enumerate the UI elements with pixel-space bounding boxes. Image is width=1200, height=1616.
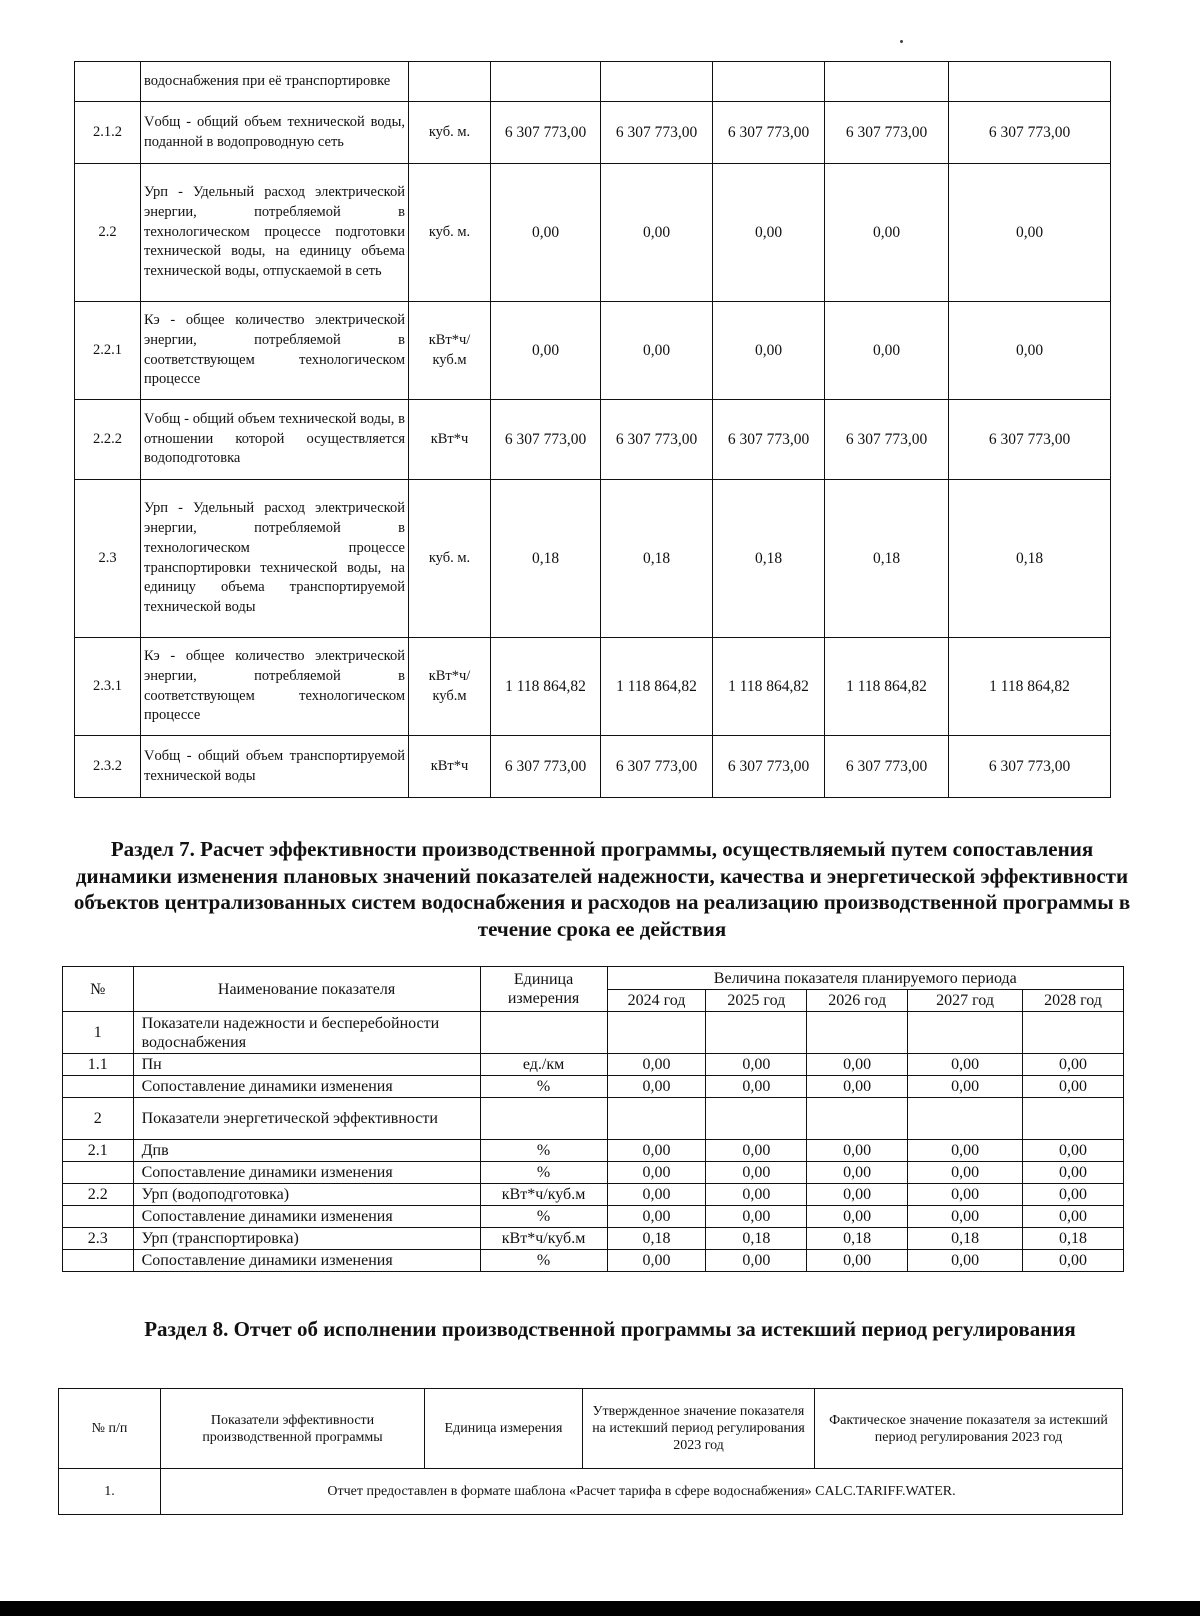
- column-group-header: Величина показателя планируемого периода: [607, 967, 1123, 990]
- row-value: 6 307 773,00: [713, 736, 825, 798]
- efficiency-table: [62, 966, 1124, 1272]
- row-value: [607, 1098, 706, 1140]
- row-name: Показатели энергетической эффективности: [133, 1098, 480, 1140]
- row-value: 0,00: [706, 1206, 807, 1228]
- row-number: 1: [63, 1012, 134, 1054]
- table-row: [75, 302, 1111, 400]
- row-value: 0,18: [706, 1228, 807, 1250]
- table-row: [75, 164, 1111, 302]
- year-header: 2026 год: [807, 990, 908, 1012]
- row-value: 0,00: [601, 302, 713, 400]
- column-header-unit: Единица измерения: [425, 1389, 583, 1469]
- row-name: Кэ - общее количество электрической энергии, потребляемой в соответствующем технологическом процессе: [141, 638, 409, 736]
- table-row: [59, 1469, 1123, 1515]
- row-value: [1023, 1012, 1124, 1054]
- row-value: 6 307 773,00: [491, 736, 601, 798]
- row-value: 6 307 773,00: [949, 400, 1111, 480]
- row-value: 0,00: [706, 1184, 807, 1206]
- section-7-heading: Раздел 7. Расчет эффективности производственной программы, осуществляемый путем сопоставления динамики изменения плановых значений показателей надежности, качества и энергетической эффективности объектов централизованных систем водоснабжения и расходов на реализацию производственной программы в течение срока ее действия: [73, 837, 1131, 941]
- row-value: 0,18: [601, 480, 713, 638]
- row-value: 0,18: [807, 1228, 908, 1250]
- row-value: 1 118 864,82: [949, 638, 1111, 736]
- row-value: 0,00: [949, 164, 1111, 302]
- row-value: 0,00: [807, 1162, 908, 1184]
- scan-edge-bar: [0, 1601, 1200, 1616]
- row-unit: куб. м.: [409, 102, 491, 164]
- row-value: 0,00: [1023, 1206, 1124, 1228]
- row-value: 0,18: [825, 480, 949, 638]
- row-number: [63, 1076, 134, 1098]
- row-name: Vобщ - общий объем транспортируемой технической воды: [141, 736, 409, 798]
- row-value: [1023, 1098, 1124, 1140]
- row-value: 6 307 773,00: [825, 400, 949, 480]
- row-value: 0,00: [807, 1140, 908, 1162]
- row-name: Сопоставление динамики изменения: [133, 1076, 480, 1098]
- row-value: 0,00: [607, 1206, 706, 1228]
- year-header: 2027 год: [908, 990, 1023, 1012]
- row-value: 1 118 864,82: [601, 638, 713, 736]
- row-unit: [409, 62, 491, 102]
- column-header-number: № п/п: [59, 1389, 161, 1469]
- row-number: 2.2.1: [75, 302, 141, 400]
- row-value: 0,00: [1023, 1184, 1124, 1206]
- row-name: Vобщ - общий объем технической воды, поданной в водопроводную сеть: [141, 102, 409, 164]
- row-name: Урп - Удельный расход электрической энергии, потребляемой в технологическом процессе транспортировки технической воды, на единицу объема транспортируемой технической воды: [141, 480, 409, 638]
- table-row: [63, 1250, 1124, 1272]
- row-number: 2.2.2: [75, 400, 141, 480]
- row-value: 0,00: [607, 1054, 706, 1076]
- row-value: 0,00: [607, 1250, 706, 1272]
- row-name: Пн: [133, 1054, 480, 1076]
- row-value: 0,00: [908, 1206, 1023, 1228]
- row-unit: %: [480, 1162, 607, 1184]
- row-number: 2.2: [75, 164, 141, 302]
- table-row: [75, 62, 1111, 102]
- year-header: 2028 год: [1023, 990, 1124, 1012]
- row-value: 0,00: [807, 1184, 908, 1206]
- row-value: 6 307 773,00: [491, 400, 601, 480]
- row-value: 0,00: [1023, 1076, 1124, 1098]
- row-value: 0,00: [908, 1076, 1023, 1098]
- row-value: [949, 62, 1111, 102]
- row-value: 0,00: [908, 1140, 1023, 1162]
- table-row: [63, 1098, 1124, 1140]
- row-unit: кВт*ч/ куб.м: [409, 302, 491, 400]
- row-number: 2: [63, 1098, 134, 1140]
- row-value: 0,00: [607, 1140, 706, 1162]
- row-value: 0,00: [607, 1162, 706, 1184]
- row-name: водоснабжения при её транспортировке: [141, 62, 409, 102]
- row-value: 0,18: [949, 480, 1111, 638]
- row-value: 0,00: [1023, 1250, 1124, 1272]
- row-number: 1.: [59, 1469, 161, 1515]
- row-name: Кэ - общее количество электрической энергии, потребляемой в соответствующем технологическом процессе: [141, 302, 409, 400]
- row-name: Урп (водоподготовка): [133, 1184, 480, 1206]
- row-value: 6 307 773,00: [601, 736, 713, 798]
- row-value: 0,18: [713, 480, 825, 638]
- row-number: 2.3: [63, 1228, 134, 1250]
- row-unit: куб. м.: [409, 480, 491, 638]
- row-value: 0,00: [601, 164, 713, 302]
- row-value: 0,00: [713, 302, 825, 400]
- report-note: Отчет предоставлен в формате шаблона «Расчет тарифа в сфере водоснабжения» CALC.TARIFF.WATER.: [161, 1469, 1123, 1515]
- row-value: 0,00: [607, 1076, 706, 1098]
- column-header-approved: Утвержденное значение показателя на истекший период регулирования 2023 год: [583, 1389, 815, 1469]
- row-value: 0,00: [908, 1162, 1023, 1184]
- row-unit: %: [480, 1206, 607, 1228]
- row-number: 2.1: [63, 1140, 134, 1162]
- row-name: Урп - Удельный расход электрической энергии, потребляемой в технологическом процессе подготовки технической воды, на единицу объема технической воды, отпускаемой в сеть: [141, 164, 409, 302]
- row-value: 0,00: [491, 164, 601, 302]
- table-row: [63, 1228, 1124, 1250]
- row-value: 1 118 864,82: [713, 638, 825, 736]
- row-value: 6 307 773,00: [949, 102, 1111, 164]
- row-value: 0,00: [706, 1140, 807, 1162]
- row-value: 0,00: [706, 1054, 807, 1076]
- year-header: 2024 год: [607, 990, 706, 1012]
- section-8-heading: Раздел 8. Отчет об исполнении производственной программы за истекший период регулирования: [144, 1317, 1076, 1341]
- row-unit: %: [480, 1076, 607, 1098]
- row-name: Сопоставление динамики изменения: [133, 1162, 480, 1184]
- row-value: 0,00: [1023, 1054, 1124, 1076]
- row-value: 6 307 773,00: [491, 102, 601, 164]
- row-value: 0,00: [825, 164, 949, 302]
- row-value: 0,18: [908, 1228, 1023, 1250]
- row-number: [63, 1206, 134, 1228]
- row-value: 0,00: [908, 1054, 1023, 1076]
- row-value: [706, 1012, 807, 1054]
- row-name: Показатели надежности и бесперебойности водоснабжения: [133, 1012, 480, 1054]
- row-value: 0,00: [949, 302, 1111, 400]
- row-value: 0,00: [706, 1250, 807, 1272]
- row-value: 6 307 773,00: [713, 400, 825, 480]
- column-header-number: №: [63, 967, 134, 1012]
- row-value: [706, 1098, 807, 1140]
- row-value: 0,00: [807, 1054, 908, 1076]
- row-value: [908, 1012, 1023, 1054]
- row-value: 0,00: [713, 164, 825, 302]
- row-value: 0,00: [491, 302, 601, 400]
- row-name: Сопоставление динамики изменения: [133, 1250, 480, 1272]
- table-row: [63, 1162, 1124, 1184]
- row-unit: кВт*ч/куб.м: [480, 1228, 607, 1250]
- row-value: [807, 1098, 908, 1140]
- row-unit: %: [480, 1140, 607, 1162]
- row-unit: [480, 1098, 607, 1140]
- row-value: [607, 1012, 706, 1054]
- year-header: 2025 год: [706, 990, 807, 1012]
- column-header-indicators: Показатели эффективности производственной программы: [161, 1389, 425, 1469]
- table-row: [75, 400, 1111, 480]
- row-number: 2.1.2: [75, 102, 141, 164]
- row-unit: кВт*ч: [409, 736, 491, 798]
- row-value: 0,00: [807, 1076, 908, 1098]
- row-number: 2.2: [63, 1184, 134, 1206]
- row-value: [491, 62, 601, 102]
- row-number: 1.1: [63, 1054, 134, 1076]
- table-row: [75, 736, 1111, 798]
- row-value: [825, 62, 949, 102]
- table-row: [63, 1184, 1124, 1206]
- scan-artifact: [900, 40, 903, 43]
- row-value: 0,00: [908, 1184, 1023, 1206]
- row-number: [75, 62, 141, 102]
- row-value: 1 118 864,82: [825, 638, 949, 736]
- row-value: 0,00: [1023, 1162, 1124, 1184]
- column-header-unit: Единица измерения: [480, 967, 607, 1012]
- row-value: 6 307 773,00: [949, 736, 1111, 798]
- table-row: [63, 1054, 1124, 1076]
- row-number: 2.3: [75, 480, 141, 638]
- row-value: 0,18: [491, 480, 601, 638]
- row-unit: [480, 1012, 607, 1054]
- row-value: 0,00: [706, 1076, 807, 1098]
- row-number: [63, 1250, 134, 1272]
- header-row: [59, 1389, 1123, 1469]
- row-value: 6 307 773,00: [601, 102, 713, 164]
- header-row: [63, 967, 1124, 990]
- row-value: 0,00: [607, 1184, 706, 1206]
- table-row: [75, 102, 1111, 164]
- table-row: [63, 1012, 1124, 1054]
- row-value: 0,18: [607, 1228, 706, 1250]
- row-value: 6 307 773,00: [601, 400, 713, 480]
- row-number: [63, 1162, 134, 1184]
- table-row: [75, 480, 1111, 638]
- row-unit: %: [480, 1250, 607, 1272]
- row-name: Урп (транспортировка): [133, 1228, 480, 1250]
- row-name: Vобщ - общий объем технической воды, в отношении которой осуществляется водоподготовка: [141, 400, 409, 480]
- row-number: 2.3.1: [75, 638, 141, 736]
- table-row: [63, 1076, 1124, 1098]
- row-unit: куб. м.: [409, 164, 491, 302]
- row-unit: кВт*ч/ куб.м: [409, 638, 491, 736]
- row-unit: кВт*ч/куб.м: [480, 1184, 607, 1206]
- row-value: 0,00: [706, 1162, 807, 1184]
- row-value: 0,00: [825, 302, 949, 400]
- row-value: 6 307 773,00: [825, 736, 949, 798]
- row-value: 1 118 864,82: [491, 638, 601, 736]
- table-row: [63, 1140, 1124, 1162]
- row-name: Дпв: [133, 1140, 480, 1162]
- row-value: [908, 1098, 1023, 1140]
- row-value: 0,18: [1023, 1228, 1124, 1250]
- row-value: [601, 62, 713, 102]
- row-unit: кВт*ч: [409, 400, 491, 480]
- row-value: [807, 1012, 908, 1054]
- execution-report-table: [58, 1388, 1123, 1515]
- indicators-continuation-table: [74, 61, 1111, 798]
- table-row: [75, 638, 1111, 736]
- row-number: 2.3.2: [75, 736, 141, 798]
- row-value: 0,00: [1023, 1140, 1124, 1162]
- row-value: 0,00: [908, 1250, 1023, 1272]
- row-name: Сопоставление динамики изменения: [133, 1206, 480, 1228]
- row-value: 0,00: [807, 1250, 908, 1272]
- row-value: [713, 62, 825, 102]
- table-row: [63, 1206, 1124, 1228]
- row-value: 0,00: [807, 1206, 908, 1228]
- row-value: 6 307 773,00: [825, 102, 949, 164]
- row-value: 6 307 773,00: [713, 102, 825, 164]
- column-header-name: Наименование показателя: [133, 967, 480, 1012]
- column-header-actual: Фактическое значение показателя за истекший период регулирования 2023 год: [815, 1389, 1123, 1469]
- row-unit: ед./км: [480, 1054, 607, 1076]
